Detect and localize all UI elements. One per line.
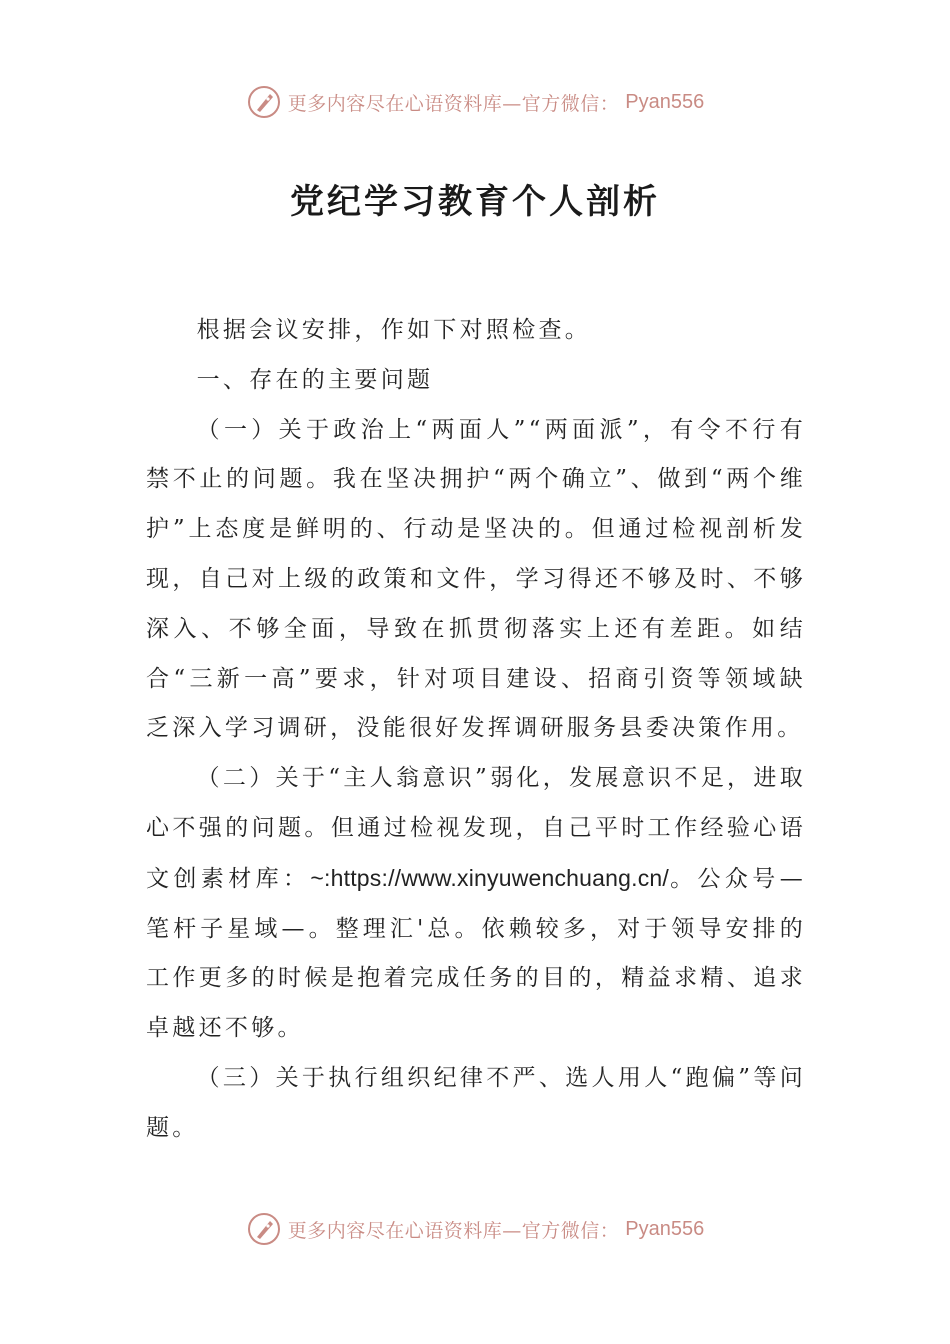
section-heading: 一、存在的主要问题 bbox=[196, 366, 434, 393]
pen-nib-icon bbox=[246, 84, 282, 120]
document-title: 党纪学习教育个人剖析 bbox=[290, 182, 660, 222]
document-body bbox=[146, 306, 806, 1154]
watermark-banner-bottom bbox=[0, 1209, 950, 1249]
watermark-text: 更多内容尽在心语资料库—官方微信： bbox=[287, 1219, 620, 1242]
watermark-text: 更多内容尽在心语资料库—官方微信： bbox=[287, 92, 620, 115]
issue-two-text-end: 。公众号—笔杆子星域—。整理汇'总。依赖较多，对于领导安排的工作更多的时候是抱着完成任务的目的，精益求精、追求卓越还不够。 bbox=[146, 865, 806, 1042]
paragraph-intro: 根据会议安排，作如下对照检查。 bbox=[196, 317, 592, 343]
watermark-banner-top bbox=[0, 82, 950, 122]
watermark-handle: Pyan556 bbox=[625, 90, 705, 113]
paragraph-issue-three: （三）关于执行组织纪律不严、选人用人“跑偏”等问题。 bbox=[146, 1064, 806, 1141]
issue-two-text-start: （二）关于“主人翁意识”弱化，发展意识不足，进取心不强的问题。但通过检视发现，自己平时工作经验心语文创素材库： bbox=[146, 765, 806, 892]
pen-nib-icon bbox=[246, 1211, 282, 1247]
watermark-handle: Pyan556 bbox=[625, 1217, 705, 1240]
paragraph-issue-two bbox=[146, 754, 806, 1054]
source-url: ~:https://www.xinyuwenchuang.cn/ bbox=[310, 864, 670, 891]
paragraph-issue-one: （一）关于政治上“两面人”“两面派”，有令不行有禁不止的问题。我在坚决拥护“两个确立”、做到“两个维护”上态度是鲜明的、行动是坚决的。但通过检视剖析发现，自己对上级的政策和文件，学习得还不够及时、不够深入、不够全面，导致在抓贯彻落实上还有差距。如结合“三新一高”要求，针对项目建设、招商引资等领域缺乏深入学习调研，没能很好发挥调研服务县委决策作用。 bbox=[146, 416, 806, 742]
